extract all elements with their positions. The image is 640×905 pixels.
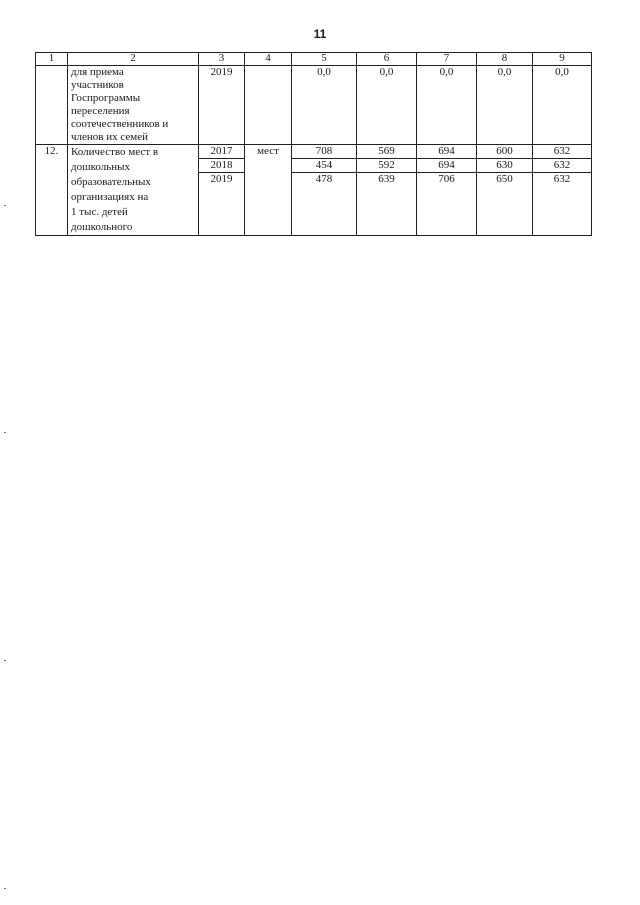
indicator-name-cell: для приема участников Госпрограммы переселения соотечественников и членов их семей	[68, 66, 199, 145]
value-cell: 0,0	[357, 66, 417, 145]
value-cell: 632	[533, 145, 592, 159]
scan-mark	[4, 432, 6, 433]
value-cell: 694	[417, 145, 477, 159]
page-number: 11	[313, 27, 327, 41]
value-cell: 650	[477, 173, 533, 236]
header-cell: 4	[245, 53, 292, 66]
value-cell: 630	[477, 159, 533, 173]
indicators-table	[35, 52, 592, 236]
header-cell: 9	[533, 53, 592, 66]
table-row-continuation	[36, 66, 592, 145]
row-number-cell: 12.	[36, 145, 68, 236]
year-cell: 2018	[199, 159, 245, 173]
value-cell: 592	[357, 159, 417, 173]
value-cell: 706	[417, 173, 477, 236]
value-cell: 708	[292, 145, 357, 159]
scan-mark	[4, 205, 6, 206]
header-cell: 8	[477, 53, 533, 66]
unit-cell: мест	[245, 145, 292, 236]
value-cell: 569	[357, 145, 417, 159]
value-cell: 0,0	[292, 66, 357, 145]
value-cell: 454	[292, 159, 357, 173]
table-row-12-year-2017	[36, 145, 592, 159]
indicator-name-cell: Количество мест в дошкольных образовательных организациях на 1 тыс. детей дошкольного	[68, 145, 199, 236]
header-cell: 5	[292, 53, 357, 66]
header-cell: 1	[36, 53, 68, 66]
value-cell: 632	[533, 159, 592, 173]
value-cell: 0,0	[417, 66, 477, 145]
value-cell: 0,0	[477, 66, 533, 145]
year-cell: 2019	[199, 173, 245, 236]
header-cell: 7	[417, 53, 477, 66]
header-cell: 6	[357, 53, 417, 66]
unit-cell	[245, 66, 292, 145]
year-cell: 2017	[199, 145, 245, 159]
scan-mark	[4, 660, 6, 661]
value-cell: 478	[292, 173, 357, 236]
value-cell: 600	[477, 145, 533, 159]
header-cell: 3	[199, 53, 245, 66]
header-cell: 2	[68, 53, 199, 66]
scan-mark	[4, 888, 6, 889]
row-number-cell	[36, 66, 68, 145]
value-cell: 0,0	[533, 66, 592, 145]
value-cell: 639	[357, 173, 417, 236]
table-header-row	[36, 53, 592, 66]
year-cell: 2019	[199, 66, 245, 145]
value-cell: 694	[417, 159, 477, 173]
value-cell: 632	[533, 173, 592, 236]
